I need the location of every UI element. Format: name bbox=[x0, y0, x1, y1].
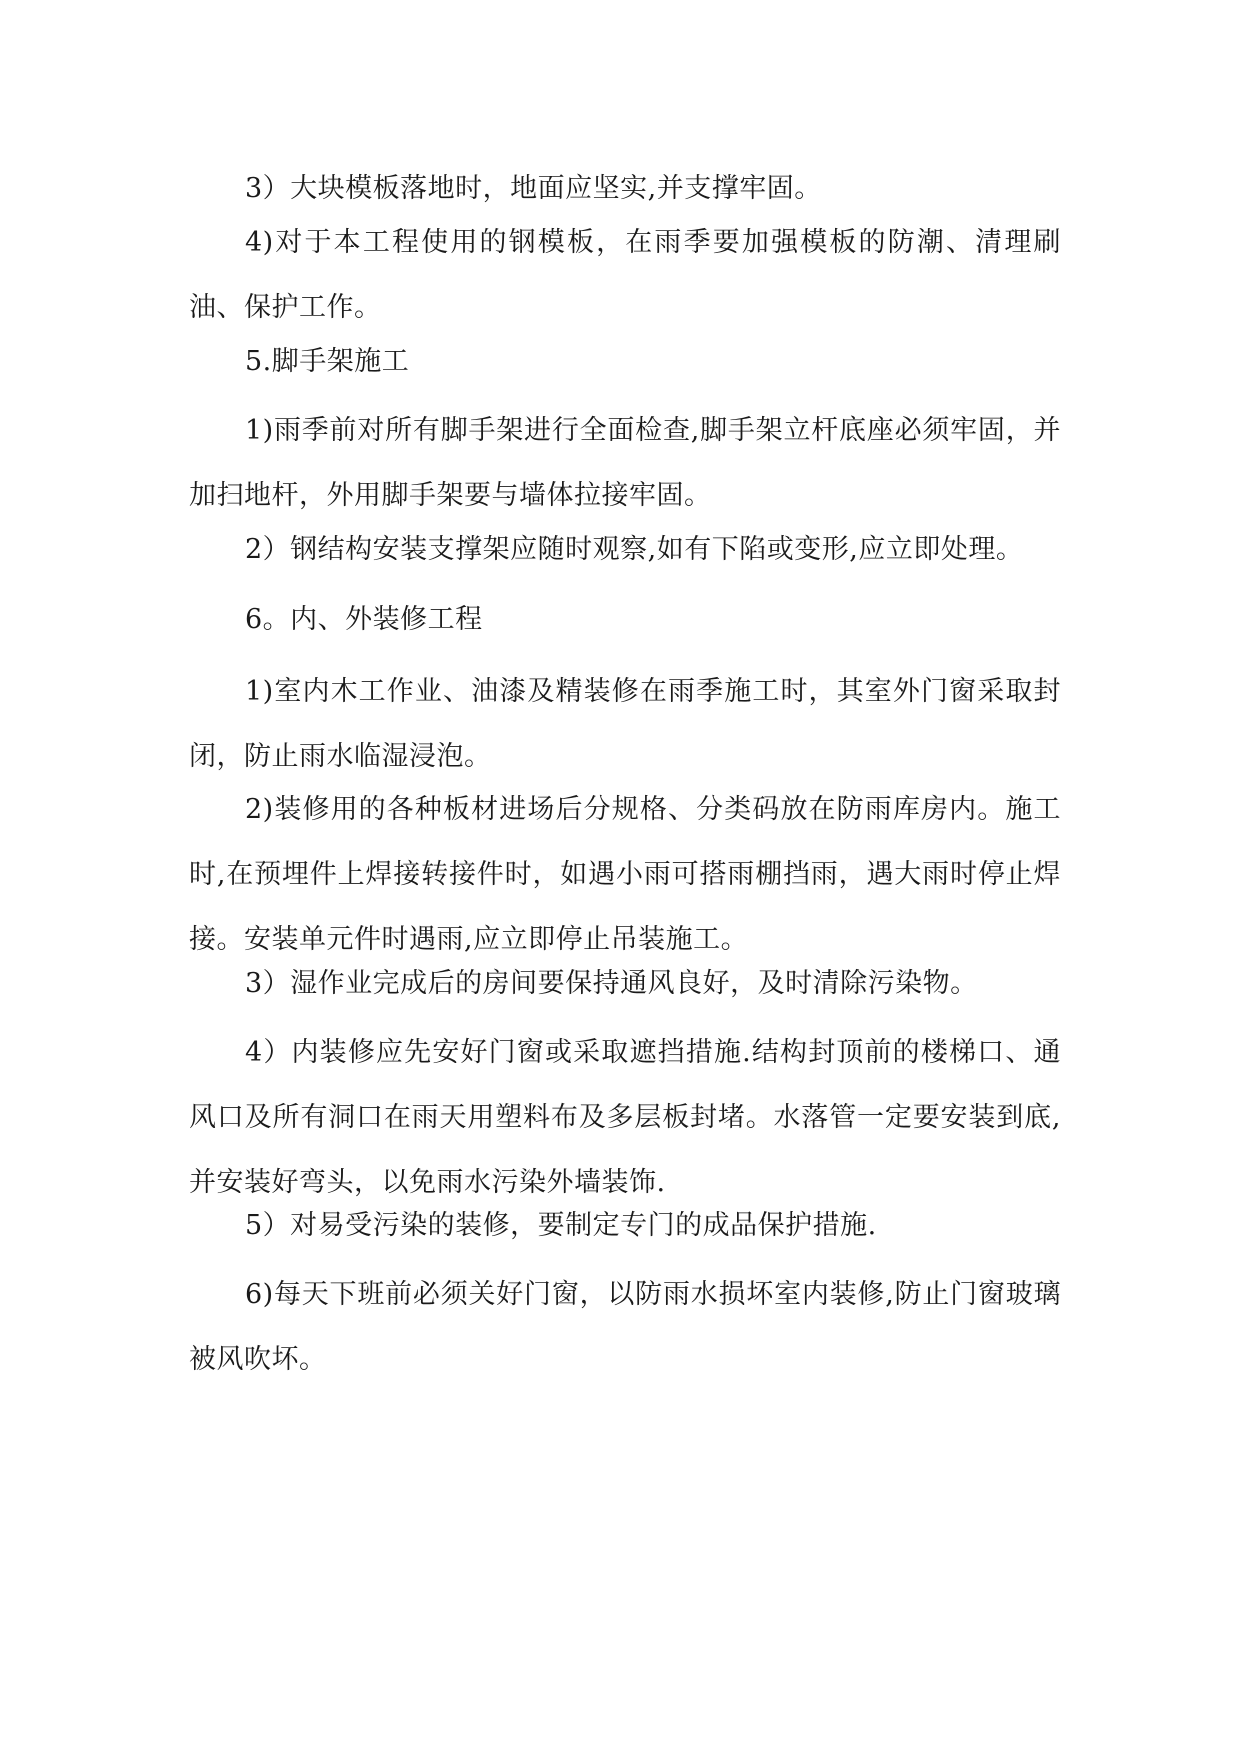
paragraph-scaffolding-item-2: 2）钢结构安装支撑架应随时观察,如有下陷或变形,应立即处理。 bbox=[245, 534, 1024, 565]
paragraph-decoration-item-2: 2)装修用的各种板材进场后分规格、分类码放在防雨库房内。施工时,在预埋件上焊接转接件时，如遇小雨可搭雨棚挡雨，遇大雨时停止焊接。安装单元件时遇雨,应立即停止吊装施工。 bbox=[189, 794, 1061, 955]
paragraph-decoration-item-3: 3）湿作业完成后的房间要保持通风良好，及时清除污染物。 bbox=[245, 968, 978, 999]
paragraph-formwork-item-4: 4)对于本工程使用的钢模板，在雨季要加强模板的防潮、清理刷油、保护工作。 bbox=[189, 227, 1061, 323]
paragraph-scaffolding-item-1: 1)雨季前对所有脚手架进行全面检查,脚手架立杆底座必须牢固，并加扫地杆，外用脚手架要与墙体拉接牢固。 bbox=[189, 415, 1061, 511]
heading-decoration: 6。内、外装修工程 bbox=[245, 604, 483, 635]
paragraph-formwork-item-3: 3）大块模板落地时，地面应坚实,并支撑牢固。 bbox=[245, 173, 822, 204]
paragraph-decoration-item-6: 6)每天下班前必须关好门窗，以防雨水损坏室内装修,防止门窗玻璃被风吹坏。 bbox=[189, 1279, 1061, 1375]
paragraph-decoration-item-1: 1)室内木工作业、油漆及精装修在雨季施工时，其室外门窗采取封闭，防止雨水临湿浸泡。 bbox=[189, 676, 1061, 772]
heading-scaffolding: 5.脚手架施工 bbox=[245, 346, 410, 377]
paragraph-decoration-item-4: 4）内装修应先安好门窗或采取遮挡措施.结构封顶前的楼梯口、通风口及所有洞口在雨天用塑料布及多层板封堵。水落管一定要安装到底,并安装好弯头，以免雨水污染外墙装饰. bbox=[189, 1037, 1061, 1198]
paragraph-decoration-item-5: 5）对易受污染的装修，要制定专门的成品保护措施. bbox=[245, 1210, 877, 1241]
